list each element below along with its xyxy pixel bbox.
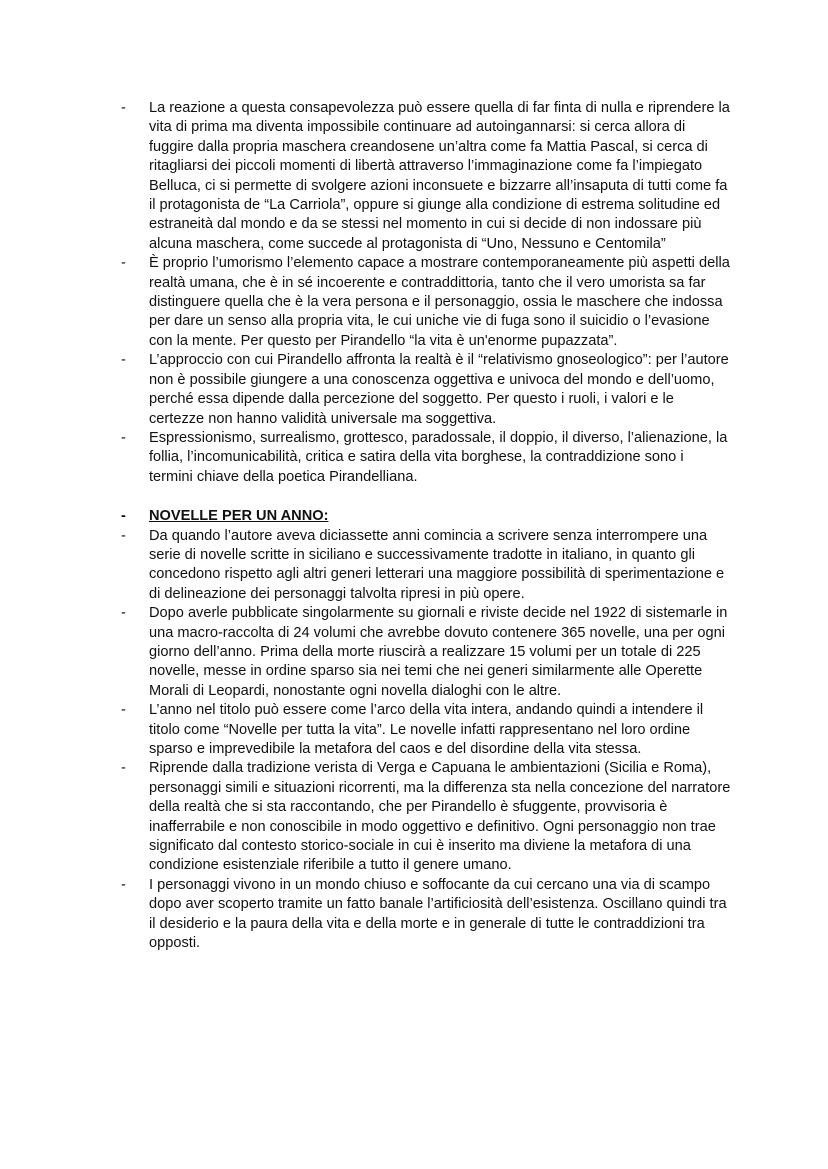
section-heading — [121, 507, 731, 526]
list-item — [121, 429, 731, 487]
list-item-text: È proprio l’umorismo l’elemento capace a mostrare contemporaneamente più aspetti della realtà umana, che è in sé incoerente e contraddittoria, tanto che il vero umorista sa far distinguere quella che è la vera persona e il personaggio, ossia le maschere che indossa per dare un senso alla propria vita, le cui uniche vie di fuga sono il suicidio o l’evasione con la mente. Per questo per Pirandello “la vita è un'enorme pupazzata”. — [149, 255, 730, 349]
bullet-dash: - — [121, 255, 126, 272]
list-item-text: La reazione a questa consapevolezza può essere quella di far finta di nulla e riprendere la vita di prima ma diventa impossibile continuare ad autoingannarsi: si cerca allora di fuggire dalla propria maschera creandosene un’altra come fa Mattia Pascal, si cerca di ritagliarsi dei piccoli momenti di libertà attraverso l’immaginazione come fa l’impiegato Belluca, ci si permette di svolgere azioni inconsuete e bizzarre all’insaputa di tutti come fa il protagonista de “La Carriola”, oppure si giunge alla condizione di estrema solitudine ed estraneità dal mondo e da se stessi nel momento in cui si decide di non indossare più alcuna maschera, come succede al protagonista di “Uno, Nessuno e Centomila” — [149, 100, 730, 252]
list-item — [121, 254, 731, 351]
bullet-dash: - — [121, 100, 126, 116]
list-item-text: L’anno nel titolo può essere come l’arco della vita intera, andando quindi a intendere il titolo come “Novelle per tutta la vita”. Le novelle infatti rappresentano nel loro ordine sparso e imprevedibile la metafora del caos e del disordine della vita stessa. — [149, 702, 704, 757]
list-item-text: Da quando l’autore aveva diciassette anni comincia a scrivere senza interrompere una serie di novelle scritte in siciliano e successivamente tradotte in italiano, in quanto gli concedono rispetto agli altri generi letterari una maggiore possibilità di sperimentazione e di delineazione dei personaggi talvolta ripresi in più opere. — [149, 527, 725, 602]
list-item — [121, 701, 731, 759]
list-item-text: L’approccio con cui Pirandello affronta la realtà è il “relativismo gnoseologico”: per l’autore non è possibile giungere a una conoscenza oggettiva e univoca del mondo e dell’uomo, perché essa dipende dalla percezione del soggetto. Per questo i ruoli, i valori e le certezze non hanno validità universale ma soggettiva. — [149, 352, 729, 427]
list-item-text: Riprende dalla tradizione verista di Verga e Capuana le ambientazioni (Sicilia e Roma), personaggi simili e situazioni ricorrenti, ma la differenza sta nella concezione del narratore della realtà che si sta raccontando, che per Pirandello è sfuggente, provvisoria è inafferrabile e non conoscibile in modo oggettivo e definitivo. Ogni personaggio non trae significato dal contesto storico-sociale in cui è inserito ma diviene la metafora di una condizione esistenziale riferibile a tutto il genere umano. — [149, 760, 731, 874]
bullet-dash: - — [121, 702, 126, 719]
bullet-dash: - — [121, 876, 126, 893]
bullet-dash: - — [121, 527, 126, 544]
section-spacer — [121, 487, 731, 507]
bullet-dash: - — [121, 760, 126, 777]
list-item — [121, 759, 731, 875]
document-content — [121, 99, 731, 953]
list-item-text: Espressionismo, surrealismo, grottesco, paradossale, il doppio, il diverso, l’alienazione, la follia, l’incomunicabilità, critica e satira della vita borghese, la contraddizione sono i termini chiave della poetica Pirandelliana. — [149, 429, 728, 485]
list-item — [121, 351, 731, 429]
bullet-dash: - — [121, 429, 126, 446]
bullet-dash: - — [121, 508, 126, 525]
section-heading-text: NOVELLE PER UN ANNO: — [149, 508, 329, 525]
list-item — [121, 876, 731, 954]
list-item — [121, 604, 731, 701]
bullet-dash: - — [121, 352, 126, 369]
list-item — [121, 527, 731, 605]
list-item — [121, 99, 731, 254]
bullet-dash: - — [121, 605, 126, 622]
list-item-text: I personaggi vivono in un mondo chiuso e soffocante da cui cercano una via di scampo dopo aver scoperto tramite un fatto banale l’artificiosità dell’esistenza. Oscillano quindi tra il desiderio e la paura della vita e della morte e in generale di tutte le contraddizioni tra opposti. — [149, 876, 727, 952]
list-item-text: Dopo averle pubblicate singolarmente su giornali e riviste decide nel 1922 di sistemarle in una macro-raccolta di 24 volumi che avrebbe dovuto contenere 365 novelle, una per ogni giorno dell’anno. Prima della morte riuscirà a realizzare 15 volumi per un totale di 225 novelle, messe in ordine sparso sia nei temi che nei generi similarmente alle Operette Morali di Leopardi, nonostante ogni novella dialoghi con le altre. — [149, 605, 728, 699]
